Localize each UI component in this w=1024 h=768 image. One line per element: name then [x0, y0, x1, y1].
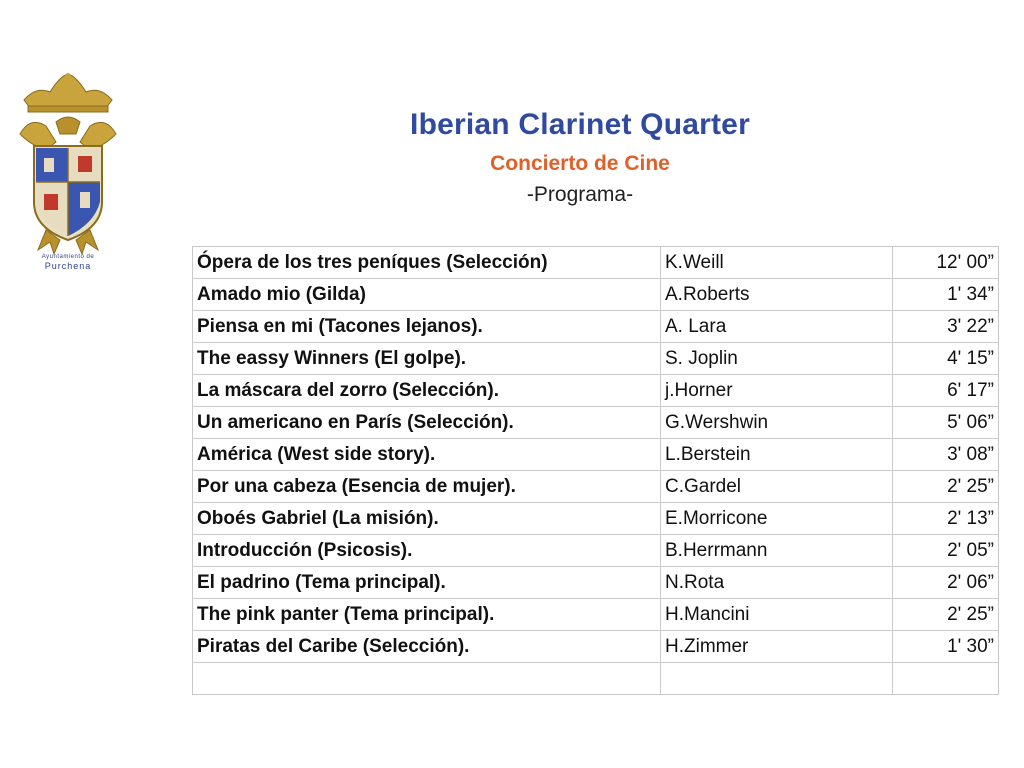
table-row — [193, 631, 999, 663]
duration: 12' 00” — [893, 247, 999, 279]
crest-caption-line2: Purchena — [44, 261, 92, 271]
work-title: La máscara del zorro (Selección). — [193, 375, 661, 407]
table-row — [193, 439, 999, 471]
duration: 2' 25” — [893, 471, 999, 503]
duration: 1' 34” — [893, 279, 999, 311]
composer: H.Mancini — [661, 599, 893, 631]
composer: E.Morricone — [661, 503, 893, 535]
composer: L.Berstein — [661, 439, 893, 471]
composer: G.Wershwin — [661, 407, 893, 439]
table-row — [193, 375, 999, 407]
duration: 2' 06” — [893, 567, 999, 599]
work-title — [193, 663, 661, 695]
composer: B.Herrmann — [661, 535, 893, 567]
duration: 3' 22” — [893, 311, 999, 343]
composer: N.Rota — [661, 567, 893, 599]
work-title: Introducción (Psicosis). — [193, 535, 661, 567]
table-row — [193, 567, 999, 599]
duration: 2' 13” — [893, 503, 999, 535]
table-row — [193, 663, 999, 695]
work-title: Por una cabeza (Esencia de mujer). — [193, 471, 661, 503]
program-label: -Programa- — [526, 183, 634, 206]
composer: K.Weill — [661, 247, 893, 279]
composer: C.Gardel — [661, 471, 893, 503]
page-title: Iberian Clarinet Quarter — [410, 108, 750, 141]
work-title: El padrino (Tema principal). — [193, 567, 661, 599]
duration: 4' 15” — [893, 343, 999, 375]
table-row — [193, 343, 999, 375]
duration: 2' 05” — [893, 535, 999, 567]
work-title: Un americano en París (Selección). — [193, 407, 661, 439]
work-title: Oboés Gabriel (La misión). — [193, 503, 661, 535]
composer — [661, 663, 893, 695]
work-title: The eassy Winners (El golpe). — [193, 343, 661, 375]
work-title: Amado mio (Gilda) — [193, 279, 661, 311]
duration: 2' 25” — [893, 599, 999, 631]
duration: 6' 17” — [893, 375, 999, 407]
crest-caption-line1: Ayuntamiento de — [41, 254, 95, 260]
table-row — [193, 535, 999, 567]
composer: A. Lara — [661, 311, 893, 343]
page-subtitle: Concierto de Cine — [490, 152, 670, 175]
duration: 3' 08” — [893, 439, 999, 471]
table-row — [193, 311, 999, 343]
table-row — [193, 471, 999, 503]
composer: j.Horner — [661, 375, 893, 407]
work-title: The pink panter (Tema principal). — [193, 599, 661, 631]
table-row — [193, 599, 999, 631]
duration: 1' 30” — [893, 631, 999, 663]
table-row — [193, 279, 999, 311]
composer: A.Roberts — [661, 279, 893, 311]
work-title: Piensa en mi (Tacones lejanos). — [193, 311, 661, 343]
crest-caption — [14, 254, 122, 271]
composer: H.Zimmer — [661, 631, 893, 663]
table-row — [193, 407, 999, 439]
work-title: Piratas del Caribe (Selección). — [193, 631, 661, 663]
composer: S. Joplin — [661, 343, 893, 375]
table-row — [193, 503, 999, 535]
duration: 5' 06” — [893, 407, 999, 439]
duration — [893, 663, 999, 695]
work-title: Ópera de los tres peníques (Selección) — [193, 247, 661, 279]
table-row — [193, 247, 999, 279]
work-title: América (West side story). — [193, 439, 661, 471]
program-table — [192, 246, 999, 695]
